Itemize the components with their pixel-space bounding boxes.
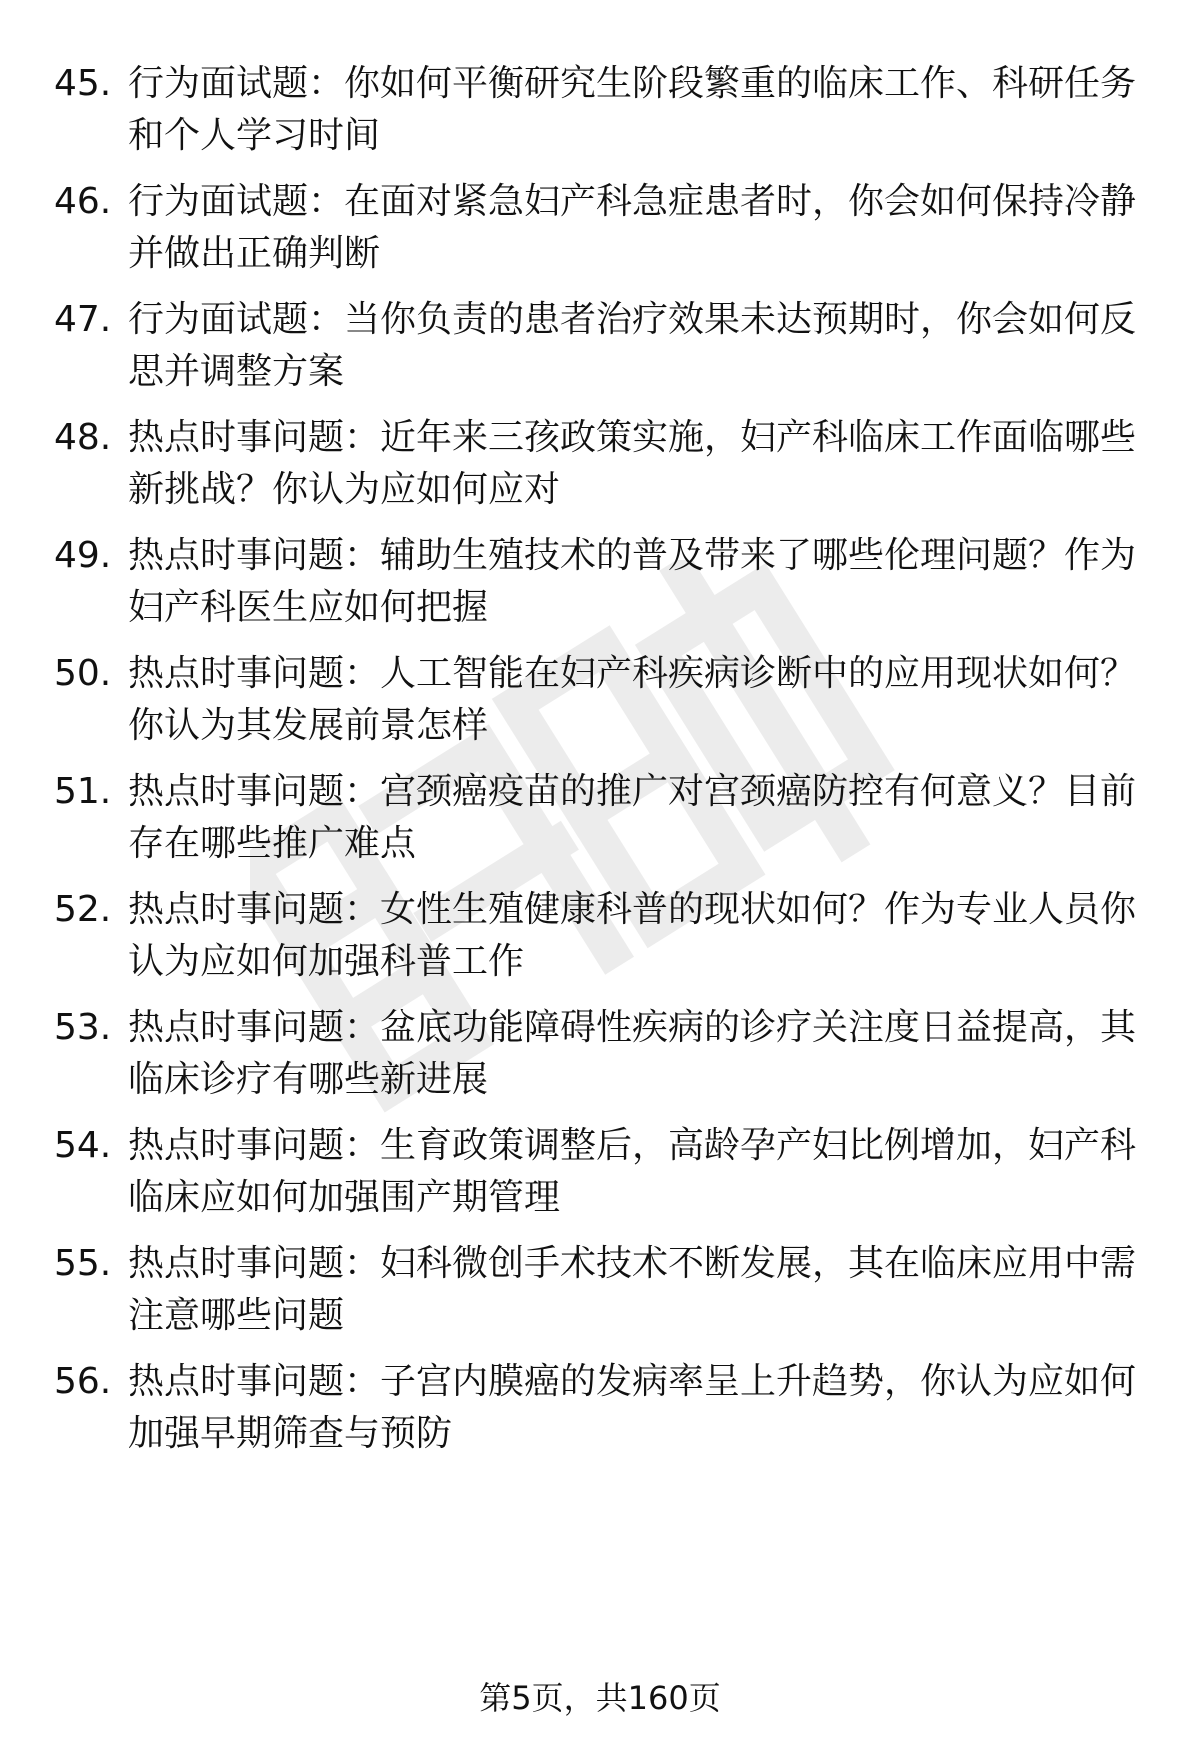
question-number: 48.	[54, 417, 112, 458]
question-text	[128, 1356, 1138, 1460]
question-text	[128, 176, 1138, 280]
list-item	[54, 58, 1144, 162]
question-number: 45.	[54, 63, 112, 104]
question-text	[128, 58, 1138, 162]
question-number: 53.	[54, 1007, 112, 1048]
question-line: 热点时事问题：女性生殖健康科普的现状如何？作为专业人员你	[128, 889, 1137, 930]
list-item	[54, 1002, 1144, 1106]
question-line: 行为面试题：当你负责的患者治疗效果未达预期时，你会如何反	[128, 299, 1137, 340]
question-line: 临床诊疗有哪些新进展	[128, 1059, 489, 1100]
list-item	[54, 766, 1144, 870]
question-line: 行为面试题：你如何平衡研究生阶段繁重的临床工作、科研任务	[128, 63, 1137, 104]
list-item	[54, 1356, 1144, 1460]
question-number: 50.	[54, 653, 112, 694]
question-line: 行为面试题：在面对紧急妇产科急症患者时，你会如何保持冷静	[128, 181, 1137, 222]
question-number: 51.	[54, 771, 112, 812]
list-item	[54, 884, 1144, 988]
question-text	[128, 530, 1138, 634]
question-text	[128, 648, 1138, 752]
question-text	[128, 884, 1138, 988]
question-number: 54.	[54, 1125, 112, 1166]
question-line: 和个人学习时间	[128, 115, 381, 156]
question-line: 加强早期筛查与预防	[128, 1413, 453, 1454]
question-line: 热点时事问题：盆底功能障碍性疾病的诊疗关注度日益提高，其	[128, 1007, 1137, 1048]
question-text	[128, 766, 1138, 870]
question-line: 并做出正确判断	[128, 233, 381, 274]
question-line: 注意哪些问题	[128, 1295, 345, 1336]
question-line: 妇产科医生应如何把握	[128, 587, 489, 628]
list-item	[54, 1238, 1144, 1342]
question-number: 52.	[54, 889, 112, 930]
question-line: 热点时事问题：近年来三孩政策实施，妇产科临床工作面临哪些	[128, 417, 1137, 458]
question-line: 你认为其发展前景怎样	[128, 705, 489, 746]
question-text	[128, 294, 1138, 398]
list-item	[54, 294, 1144, 398]
question-line: 新挑战？你认为应如何应对	[128, 469, 561, 510]
question-line: 认为应如何加强科普工作	[128, 941, 525, 982]
question-number: 56.	[54, 1361, 112, 1402]
question-number: 55.	[54, 1243, 112, 1284]
question-text	[128, 412, 1138, 516]
question-number: 47.	[54, 299, 112, 340]
question-text	[128, 1238, 1138, 1342]
question-line: 热点时事问题：宫颈癌疫苗的推广对宫颈癌防控有何意义？目前	[128, 771, 1137, 812]
question-line: 临床应如何加强围产期管理	[128, 1177, 561, 1218]
question-line: 热点时事问题：子宫内膜癌的发病率呈上升趋势，你认为应如何	[128, 1361, 1137, 1402]
question-line: 热点时事问题：辅助生殖技术的普及带来了哪些伦理问题？作为	[128, 535, 1137, 576]
list-item	[54, 648, 1144, 752]
question-number: 46.	[54, 181, 112, 222]
question-line: 思并调整方案	[128, 351, 345, 392]
list-item	[54, 412, 1144, 516]
question-text	[128, 1120, 1138, 1224]
list-item	[54, 176, 1144, 280]
list-item	[54, 530, 1144, 634]
question-line: 热点时事问题：人工智能在妇产科疾病诊断中的应用现状如何？	[128, 653, 1137, 694]
question-number: 49.	[54, 535, 112, 576]
list-item	[54, 1120, 1144, 1224]
question-line: 热点时事问题：妇科微创手术技术不断发展，其在临床应用中需	[128, 1243, 1137, 1284]
page-number: 第5页，共160页	[479, 1679, 721, 1717]
question-text	[128, 1002, 1138, 1106]
question-line: 存在哪些推广难点	[128, 823, 417, 864]
question-line: 热点时事问题：生育政策调整后，高龄孕产妇比例增加，妇产科	[128, 1125, 1137, 1166]
